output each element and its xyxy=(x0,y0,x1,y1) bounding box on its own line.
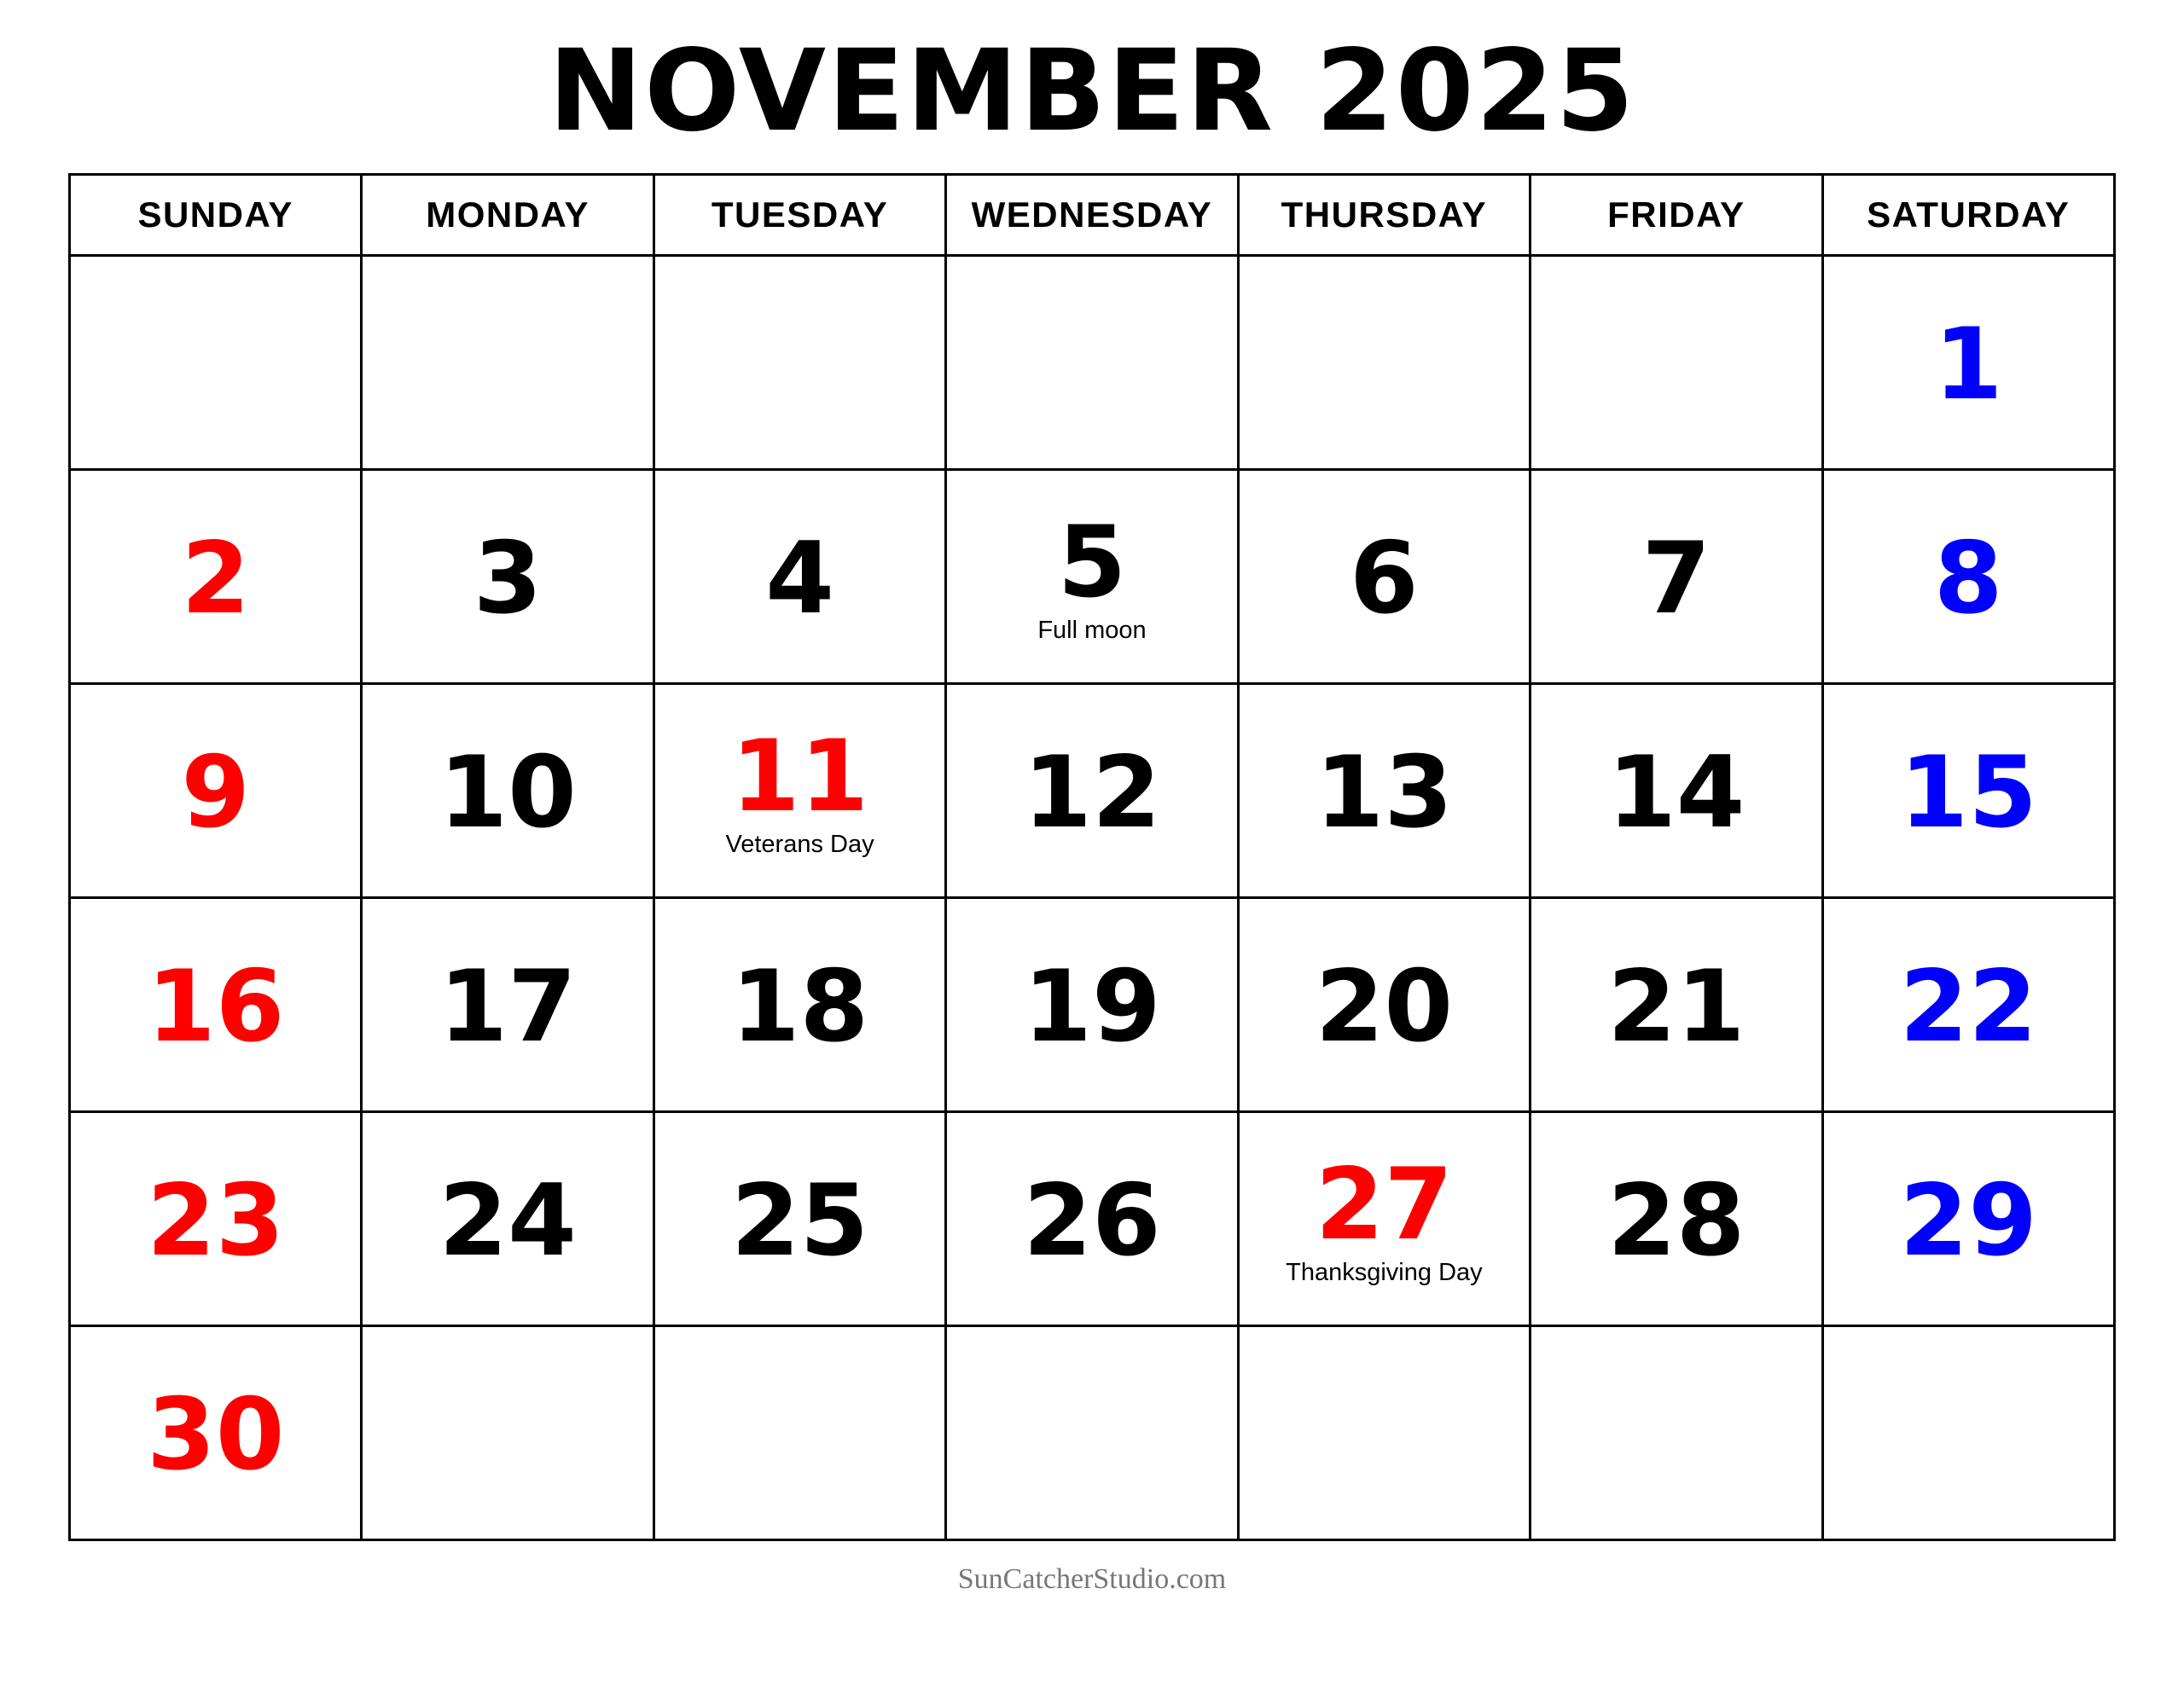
day-number: 4 xyxy=(765,520,834,636)
calendar-day-cell[interactable] xyxy=(362,897,653,1111)
day-number: 15 xyxy=(1899,734,2037,850)
day-cell-content xyxy=(71,899,360,1110)
day-number: 11 xyxy=(730,718,869,834)
day-cell-content xyxy=(655,899,944,1110)
day-cell-content xyxy=(363,257,652,468)
calendar-day-cell[interactable] xyxy=(1822,255,2114,469)
day-cell-content xyxy=(363,471,652,682)
weekday-header-row xyxy=(70,174,2115,255)
calendar-day-cell[interactable] xyxy=(70,1111,362,1325)
day-cell-content xyxy=(363,685,652,896)
calendar-day-cell[interactable] xyxy=(1531,683,1822,897)
day-number: 29 xyxy=(1899,1162,2037,1278)
day-number: 5 xyxy=(1057,504,1127,620)
day-number: 14 xyxy=(1607,734,1745,850)
calendar-day-cell[interactable] xyxy=(70,469,362,683)
calendar-week-row xyxy=(70,1111,2115,1325)
day-number: 22 xyxy=(1899,948,2037,1064)
calendar-week-row xyxy=(70,469,2115,683)
weekday-header-thursday: THURSDAY xyxy=(1238,174,1530,255)
calendar-day-cell[interactable] xyxy=(1238,897,1530,1111)
weekday-header-monday: MONDAY xyxy=(362,174,653,255)
day-cell-content xyxy=(71,257,360,468)
calendar-day-cell[interactable] xyxy=(1238,469,1530,683)
day-cell-content xyxy=(363,1113,652,1325)
day-cell-content xyxy=(1824,471,2113,682)
day-number: 21 xyxy=(1607,948,1745,1064)
calendar-day-cell[interactable] xyxy=(1822,1111,2114,1325)
calendar-day-cell[interactable] xyxy=(1531,897,1822,1111)
day-cell-content xyxy=(1824,257,2113,468)
footer-credit: SunCatcherStudio.com xyxy=(957,1562,1227,1595)
calendar-day-cell[interactable] xyxy=(653,469,945,683)
day-cell-content xyxy=(1240,471,1529,682)
calendar-day-cell[interactable] xyxy=(1531,1111,1822,1325)
day-cell-content xyxy=(1531,1113,1821,1325)
day-number: 28 xyxy=(1607,1162,1745,1278)
calendar-empty-cell xyxy=(1238,255,1530,469)
calendar-day-cell[interactable] xyxy=(653,683,945,897)
calendar-day-cell[interactable] xyxy=(362,683,653,897)
calendar-day-cell[interactable] xyxy=(946,683,1238,897)
day-cell-content xyxy=(363,899,652,1110)
weekday-header-sunday: SUNDAY xyxy=(70,174,362,255)
calendar-week-row xyxy=(70,683,2115,897)
calendar-week-row xyxy=(70,255,2115,469)
calendar-empty-cell xyxy=(362,255,653,469)
day-cell-content xyxy=(1531,257,1821,468)
calendar-empty-cell xyxy=(1531,255,1822,469)
day-number: 2 xyxy=(181,520,251,636)
day-cell-content xyxy=(947,899,1236,1110)
day-cell-content xyxy=(1824,899,2113,1110)
day-number: 24 xyxy=(439,1162,577,1278)
calendar-day-cell[interactable] xyxy=(1238,683,1530,897)
day-number: 12 xyxy=(1023,734,1161,850)
calendar-day-cell[interactable] xyxy=(1822,897,2114,1111)
day-number: 27 xyxy=(1315,1146,1454,1262)
calendar-empty-cell xyxy=(1238,1325,1530,1539)
day-cell-content xyxy=(655,1327,944,1539)
calendar-body xyxy=(70,255,2115,1539)
page-title: NOVEMBER 2025 xyxy=(548,26,1636,157)
day-number: 6 xyxy=(1350,520,1419,636)
day-cell-content xyxy=(71,685,360,896)
day-cell-content xyxy=(947,1113,1236,1325)
calendar-day-cell[interactable] xyxy=(653,1111,945,1325)
calendar-day-cell[interactable] xyxy=(946,897,1238,1111)
calendar-day-cell[interactable] xyxy=(70,897,362,1111)
month-calendar-table xyxy=(68,173,2116,1541)
day-number: 9 xyxy=(181,734,251,850)
day-cell-content xyxy=(1240,899,1529,1110)
day-cell-content xyxy=(947,471,1236,682)
calendar-day-cell[interactable] xyxy=(70,683,362,897)
day-number: 10 xyxy=(439,734,577,850)
day-cell-content xyxy=(1240,1327,1529,1539)
day-cell-content xyxy=(655,1113,944,1325)
day-number: 26 xyxy=(1023,1162,1161,1278)
day-cell-content xyxy=(71,471,360,682)
calendar-day-cell[interactable] xyxy=(70,1325,362,1539)
day-cell-content xyxy=(947,257,1236,468)
day-event-label: Full moon xyxy=(1037,616,1147,644)
day-cell-content xyxy=(1531,471,1821,682)
day-cell-content xyxy=(947,685,1236,896)
calendar-empty-cell xyxy=(1822,1325,2114,1539)
day-number: 19 xyxy=(1023,948,1161,1064)
calendar-empty-cell xyxy=(1531,1325,1822,1539)
calendar-empty-cell xyxy=(653,255,945,469)
day-cell-content xyxy=(71,1327,360,1539)
day-cell-content xyxy=(1824,1327,2113,1539)
calendar-empty-cell xyxy=(70,255,362,469)
calendar-week-row xyxy=(70,897,2115,1111)
day-number: 23 xyxy=(146,1162,285,1278)
day-number: 17 xyxy=(439,948,577,1064)
day-cell-content xyxy=(655,471,944,682)
day-number: 1 xyxy=(1933,306,2003,422)
calendar-day-cell[interactable] xyxy=(946,1111,1238,1325)
day-cell-content xyxy=(1824,1113,2113,1325)
calendar-empty-cell xyxy=(946,1325,1238,1539)
day-number: 3 xyxy=(473,520,543,636)
calendar-empty-cell xyxy=(946,255,1238,469)
day-cell-content xyxy=(1531,899,1821,1110)
calendar-empty-cell xyxy=(362,1325,653,1539)
day-cell-content xyxy=(947,1327,1236,1539)
day-number: 7 xyxy=(1641,520,1711,636)
day-number: 30 xyxy=(146,1377,285,1493)
day-cell-content xyxy=(1531,1327,1821,1539)
calendar-day-cell[interactable] xyxy=(1238,1111,1530,1325)
weekday-header-tuesday: TUESDAY xyxy=(653,174,945,255)
day-cell-content xyxy=(655,685,944,896)
calendar-day-cell[interactable] xyxy=(653,897,945,1111)
day-cell-content xyxy=(71,1113,360,1325)
day-number: 8 xyxy=(1933,520,2003,636)
weekday-header-friday: FRIDAY xyxy=(1531,174,1822,255)
calendar-day-cell[interactable] xyxy=(362,469,653,683)
weekday-header-saturday: SATURDAY xyxy=(1822,174,2114,255)
day-cell-content xyxy=(363,1327,652,1539)
day-number: 13 xyxy=(1315,734,1454,850)
day-number: 20 xyxy=(1315,948,1454,1064)
day-cell-content xyxy=(1240,1113,1529,1325)
calendar-day-cell[interactable] xyxy=(1531,469,1822,683)
day-cell-content xyxy=(655,257,944,468)
calendar-empty-cell xyxy=(653,1325,945,1539)
day-cell-content xyxy=(1531,685,1821,896)
calendar-week-row xyxy=(70,1325,2115,1539)
calendar-day-cell[interactable] xyxy=(1822,683,2114,897)
calendar-day-cell[interactable] xyxy=(362,1111,653,1325)
weekday-header-wednesday: WEDNESDAY xyxy=(946,174,1238,255)
day-event-label: Veterans Day xyxy=(725,830,874,858)
day-number: 18 xyxy=(730,948,869,1064)
day-event-label: Thanksgiving Day xyxy=(1286,1258,1483,1286)
day-cell-content xyxy=(1240,685,1529,896)
day-number: 25 xyxy=(730,1162,869,1278)
day-number: 16 xyxy=(146,948,285,1064)
calendar-day-cell[interactable] xyxy=(946,469,1238,683)
day-cell-content xyxy=(1240,257,1529,468)
calendar-day-cell[interactable] xyxy=(1822,469,2114,683)
day-cell-content xyxy=(1824,685,2113,896)
